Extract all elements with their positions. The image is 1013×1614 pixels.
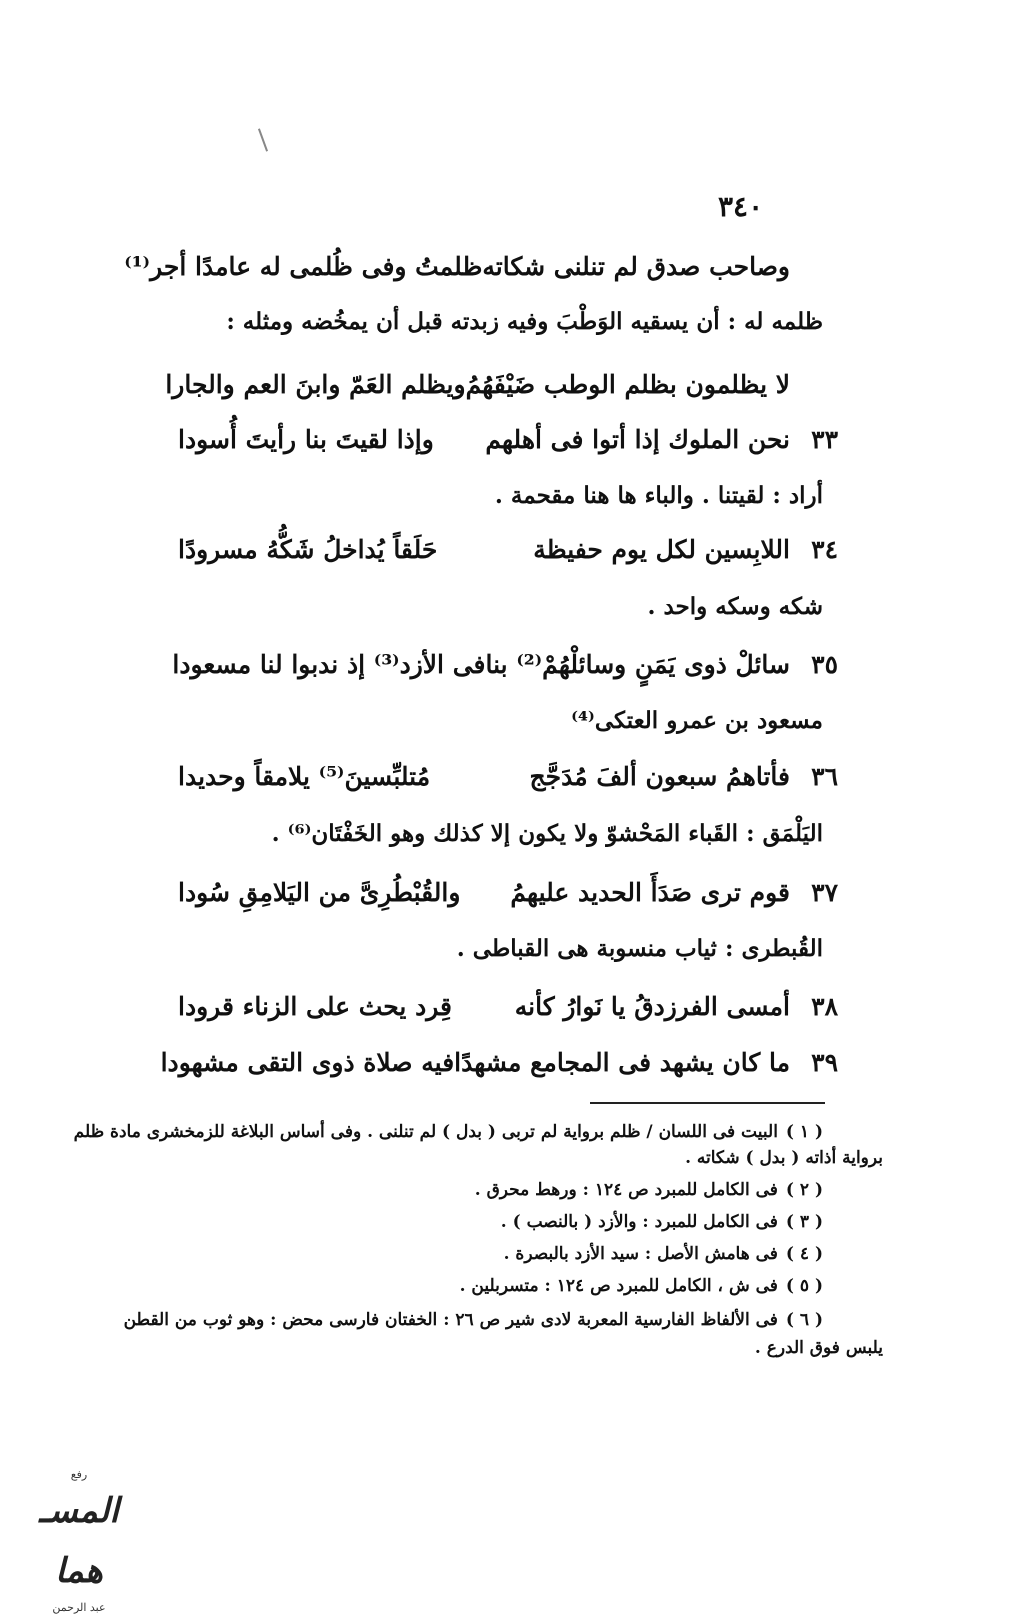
verse-line <box>124 252 838 281</box>
commentary-line: شكه وسكه واحد . <box>647 593 823 620</box>
footnote-number: ( ٥ ) <box>785 1276 823 1296</box>
footnote <box>460 1276 823 1296</box>
footnote-text: فى الألفاظ الفارسية المعربة لادى شير ص ٢٦ : الخفتان فارسى محض : وهو ثوب من القطن <box>123 1310 778 1330</box>
verse-second-hemistich: وإذا لقيتَ بنا رأيتَ أُسودا <box>178 425 434 454</box>
verse-second-hemistich: قِرد يحث على الزناء قرودا <box>178 992 452 1021</box>
footnote-text: البيت فى اللسان / ظلم برواية لم تربى ( بدل ) لم تنلنى . وفى أساس البلاغة للزمخشرى مادة ظلم <box>73 1122 778 1142</box>
seal-main-text: المسـ هما <box>39 1491 119 1591</box>
footnote-number: ( ٤ ) <box>785 1244 823 1264</box>
verse-number: ٣٤ <box>811 535 838 564</box>
footnote-number: ( ٢ ) <box>785 1180 823 1200</box>
verse-number: ٣٦ <box>811 762 838 791</box>
verse-first-hemistich: نحن الملوك إذا أتوا فى أهلهم <box>485 425 790 454</box>
footnote-continuation: برواية أذاته ( بدل ) شكاته . <box>685 1148 883 1168</box>
verse-second-hemistich: حَلَقاً يُداخلُ شَكُّهُ مسرودًا <box>178 535 438 564</box>
verse-first-hemistich: ما كان يشهد فى المجامع مشهدًا <box>454 1048 790 1077</box>
verse-number: ٣٥ <box>811 650 838 679</box>
footnote-number: ( ١ ) <box>785 1122 823 1142</box>
verse-first-hemistich: وصاحب صدق لم تنلنى شكاته <box>482 252 790 281</box>
seal-sub-text: عبد الرحمن <box>52 1601 106 1614</box>
verse-second-hemistich: مُتلبِّسينَ⁽⁵⁾ يلامقاً وحديدا <box>178 762 431 791</box>
footnote-continuation: يلبس فوق الدرع . <box>754 1338 883 1358</box>
verse-first-hemistich: قوم ترى صَدَأَ الحديد عليهمُ <box>510 878 790 907</box>
verse-line <box>172 650 838 679</box>
verse-line <box>178 535 838 564</box>
verse-first-hemistich: سائلْ ذوى يَمَنٍ وسائلْهُمْ⁽²⁾ بنا <box>485 650 790 679</box>
footnote <box>501 1212 823 1232</box>
commentary-line: أراد : لقيتنا . والباء ها هنا مقحمة . <box>494 482 823 509</box>
verse-first-hemistich: أمسى الفرزدقُ يا نَوارُ كأنه <box>514 992 790 1021</box>
verse-second-hemistich: فيه صلاة ذوى التقى مشهودا <box>160 1048 455 1077</box>
seal-top-text: رفع <box>70 1468 88 1481</box>
footnote-text: فى الكامل للمبرد ص ١٢٤ : ورهط محرق . <box>474 1180 778 1200</box>
verse-second-hemistich: فى الأزد⁽³⁾ إذ ندبوا لنا مسعودا <box>172 650 486 679</box>
verse-number: ٣٣ <box>811 425 838 454</box>
verse-line <box>178 878 838 907</box>
footnote <box>124 1310 823 1330</box>
verse-number: ٣٩ <box>811 1048 838 1077</box>
footnote <box>504 1244 823 1264</box>
footnote <box>475 1180 823 1200</box>
commentary-line: ظلمه له : أن يسقيه الوَطْبَ وفيه زبدته قبل أن يمخُضه ومثله : <box>226 308 823 335</box>
verse-second-hemistich: ظلمتُ وفى ظُلمى له عامدًا أجر⁽¹⁾ <box>124 252 483 281</box>
verse-line <box>165 370 838 399</box>
stray-mark <box>258 128 268 151</box>
verse-first-hemistich: اللابِسين لكل يوم حفيظة <box>533 535 790 564</box>
commentary-line: القُبطرى : ثياب منسوبة هى القباطى . <box>456 935 823 962</box>
verse-second-hemistich: ويظلم العَمّ وابنَ العم والجارا <box>165 370 466 399</box>
verse-first-hemistich: لا يظلمون بظلم الوطب ضَيْفَهُمُ <box>465 370 790 399</box>
verse-first-hemistich: فأتاهمُ سبعون ألفَ مُدَجَّج <box>529 762 790 791</box>
footnote-number: ( ٣ ) <box>785 1212 823 1232</box>
verse-line <box>178 425 838 454</box>
verse-line <box>160 1048 838 1077</box>
verse-number: ٣٧ <box>811 878 838 907</box>
calligraphy-seal <box>14 1468 144 1614</box>
verse-line <box>178 762 838 791</box>
page-number: ٣٤٠ <box>718 190 764 223</box>
footnote-text: فى هامش الأصل : سيد الأزد بالبصرة . <box>503 1244 778 1264</box>
verse-line <box>178 992 838 1021</box>
footnote-number: ( ٦ ) <box>785 1310 823 1330</box>
footnote <box>74 1122 823 1142</box>
commentary-line: اليَلْمَق : القَباء المَحْشوّ ولا يكون إلا كذلك وهو الخَفْتَان⁽⁶⁾ . <box>271 820 823 847</box>
commentary-line: مسعود بن عمرو العتكى⁽⁴⁾ <box>571 707 823 734</box>
verse-number: ٣٨ <box>811 992 838 1021</box>
footnote-divider <box>590 1102 825 1104</box>
footnote-text: فى ش ، الكامل للمبرد ص ١٢٤ : متسربلين . <box>459 1276 778 1296</box>
footnote-text: فى الكامل للمبرد : والأزد ( بالنصب ) . <box>500 1212 778 1232</box>
verse-second-hemistich: والقُبْطُرِىَّ من اليَلامِقِ سُودا <box>178 878 461 907</box>
